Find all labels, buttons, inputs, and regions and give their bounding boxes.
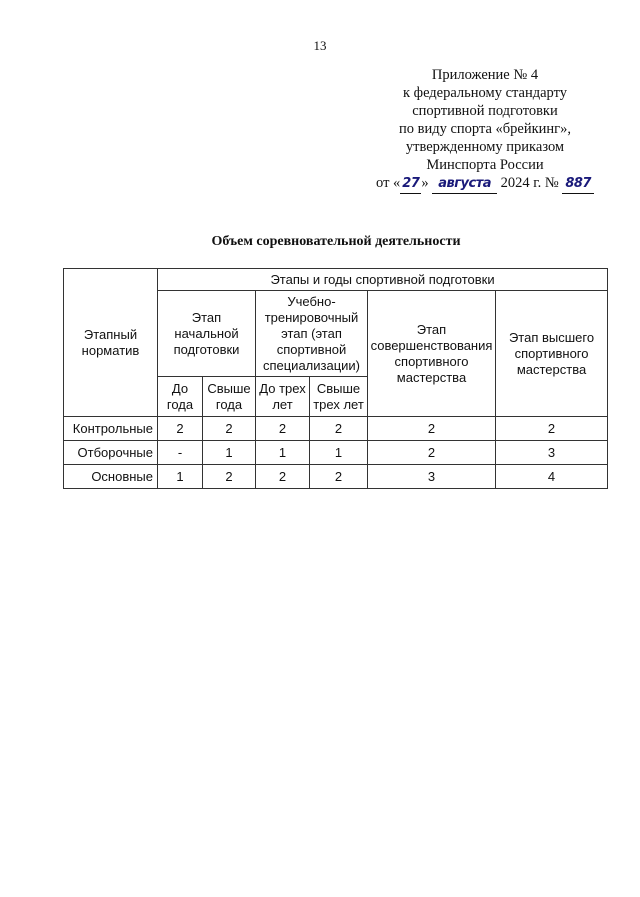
sub-header-training-b: Свыше трех лет [310, 377, 368, 417]
table-cell: 3 [496, 441, 608, 465]
sub-header-initial-b: Свыше года [203, 377, 256, 417]
appendix-line: по виду спорта «брейкинг», [398, 121, 572, 137]
table-cell: 2 [203, 417, 256, 441]
order-mid: » [421, 175, 429, 191]
order-year: 2024 г. № [500, 175, 559, 191]
table-cell: 2 [310, 417, 368, 441]
document-title: Объем соревновательной деятельности [211, 234, 461, 249]
group-header-cell: Этапы и годы спортивной подготовки [158, 269, 608, 291]
row-header-cell: Этапный норматив [64, 269, 158, 417]
table-cell: - [158, 441, 203, 465]
table-cell: 1 [310, 441, 368, 465]
row-label: Контрольные [64, 417, 158, 441]
appendix-line: спортивной подготовки [412, 103, 558, 119]
page-number: 13 [313, 38, 327, 53]
table-cell: 2 [256, 465, 310, 489]
order-prefix: от « [376, 175, 401, 191]
competition-table [63, 268, 608, 489]
order-month-handwritten: августа [432, 175, 497, 194]
table-cell: 2 [256, 417, 310, 441]
table-cell: 1 [203, 441, 256, 465]
table-cell: 2 [310, 465, 368, 489]
stage-training-header: Учебно-тренировочный этап (этап спортивной специализации) [256, 291, 368, 377]
table-cell: 2 [368, 441, 496, 465]
table-row [64, 417, 608, 441]
sub-header-training-a: До трех лет [256, 377, 310, 417]
order-line [340, 174, 630, 194]
table-cell: 3 [368, 465, 496, 489]
appendix-line: утвержденному приказом [405, 139, 565, 155]
table-row [64, 465, 608, 489]
table-cell: 1 [158, 465, 203, 489]
stage-improvement-header: Этап совершенствования спортивного мастерства [368, 291, 496, 417]
table-cell: 1 [256, 441, 310, 465]
table-cell: 2 [158, 417, 203, 441]
order-number-handwritten: 887 [562, 175, 594, 194]
sub-header-initial-a: До года [158, 377, 203, 417]
header-row [64, 269, 608, 291]
table-row [64, 441, 608, 465]
order-day-handwritten: 27 [400, 175, 421, 194]
table-cell: 4 [496, 465, 608, 489]
appendix-line: Минспорта России [426, 157, 544, 173]
appendix-line: к федеральному стандарту [403, 85, 567, 101]
appendix-block [340, 66, 630, 194]
appendix-line: Приложение № 4 [431, 67, 539, 83]
stage-initial-header: Этап начальной подготовки [158, 291, 256, 377]
table-cell: 2 [368, 417, 496, 441]
row-label: Отборочные [64, 441, 158, 465]
row-label: Основные [64, 465, 158, 489]
stage-higher-header: Этап высшего спортивного мастерства [496, 291, 608, 417]
table-cell: 2 [496, 417, 608, 441]
table-cell: 2 [203, 465, 256, 489]
